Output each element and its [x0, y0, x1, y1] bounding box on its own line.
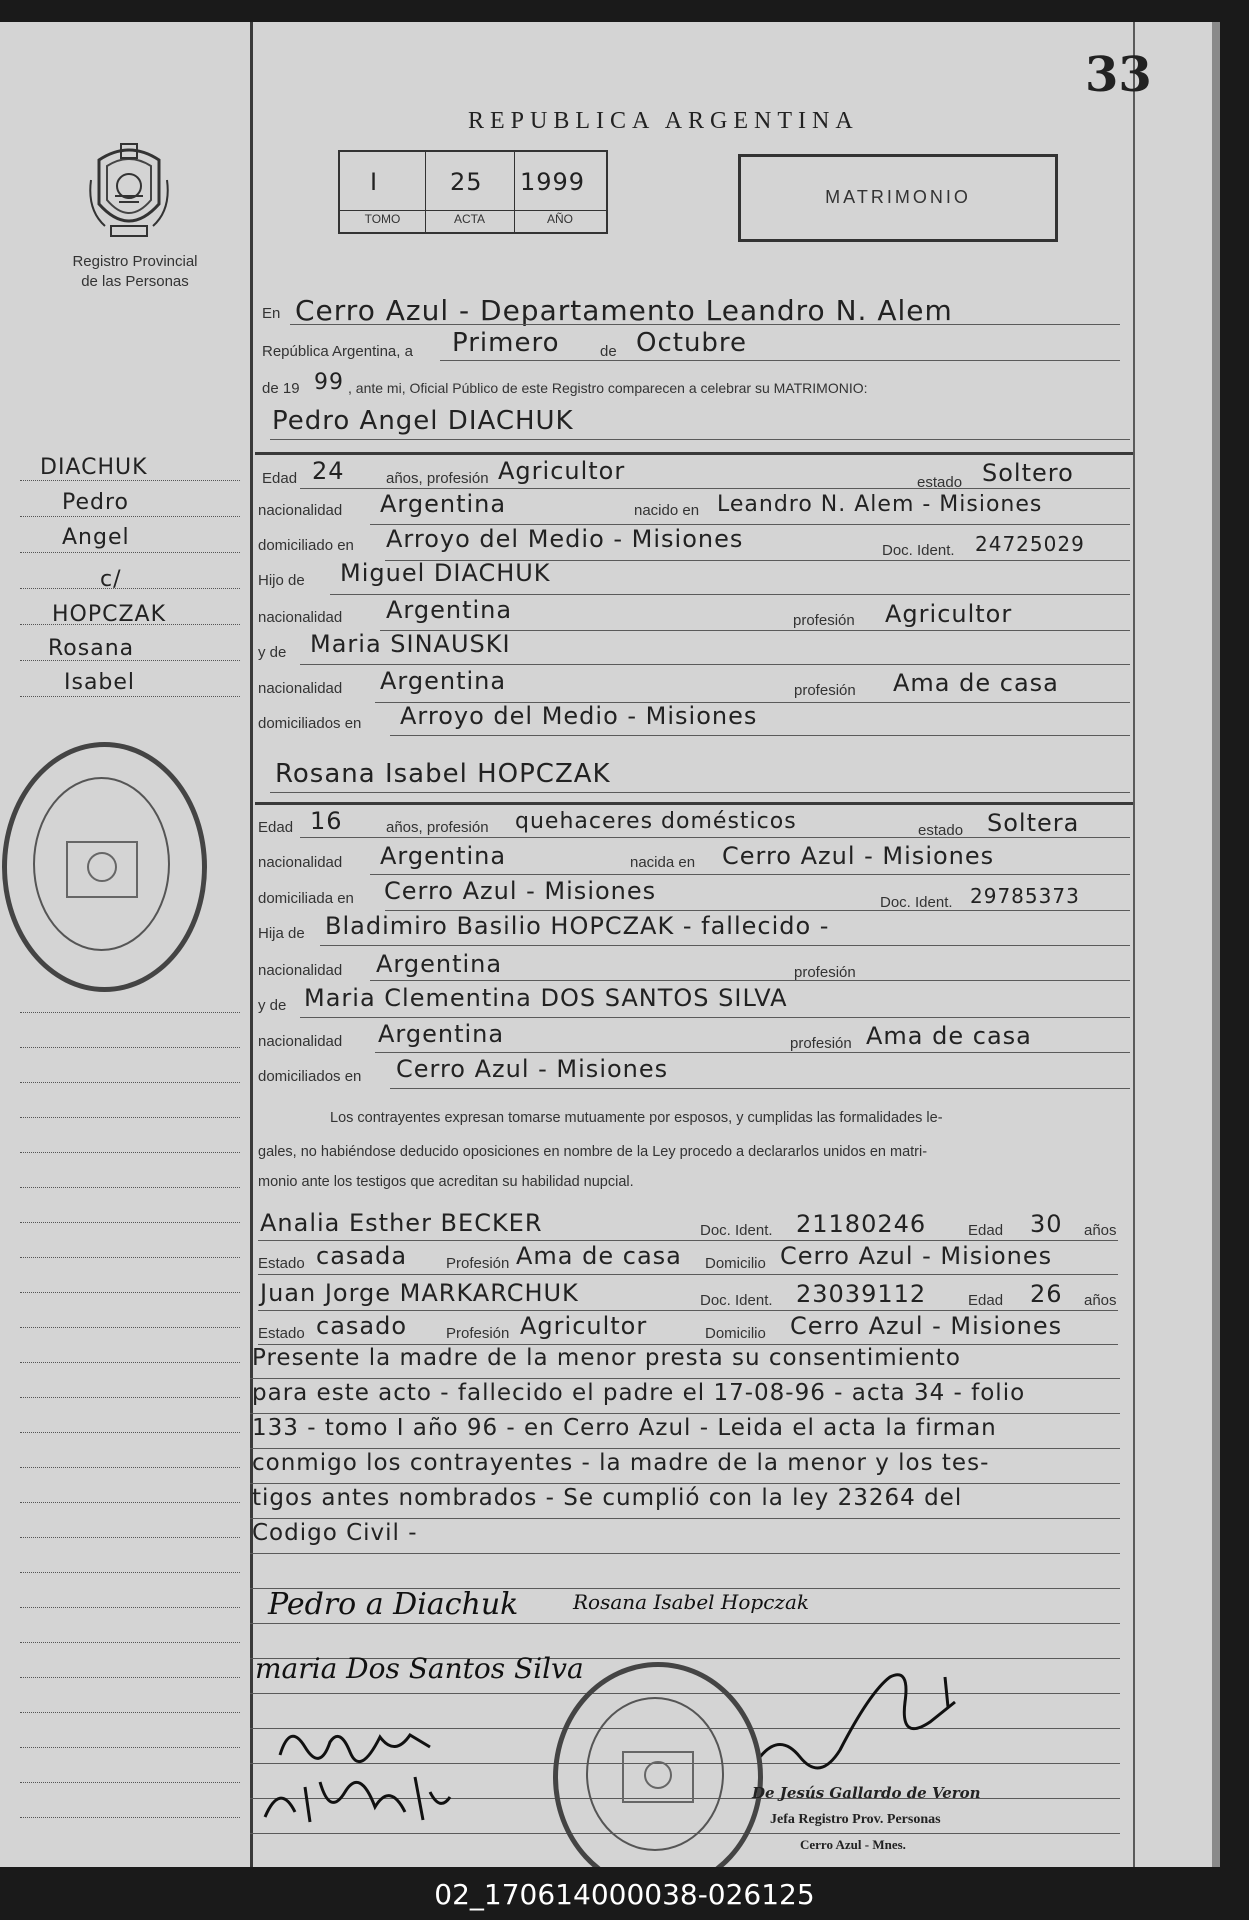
bride-nacida-label: nacida en [630, 854, 696, 871]
footer-image-id: 02_170614000038-026125 [434, 1878, 815, 1911]
groom-domiciliado-label: domiciliado en [258, 537, 354, 554]
mother-signature: maria Dos Santos Silva [255, 1652, 584, 1685]
bride-estado-label: estado [918, 822, 964, 839]
groom-father: Miguel DIACHUK [340, 559, 551, 587]
year-digits: 99 [314, 370, 344, 395]
en-label: En [262, 305, 281, 322]
bride-father-profesion-label: profesión [794, 964, 856, 981]
margin-name-angel: Angel [62, 525, 130, 550]
bride-padres-domicilio-label: domiciliados en [258, 1068, 362, 1085]
witness-1-doc: 21180246 [796, 1210, 927, 1238]
bride-domiciliada-label: domiciliada en [258, 890, 354, 907]
bride-mother-nacionalidad: Argentina [378, 1020, 505, 1048]
republica-label: República Argentina, a [262, 343, 413, 360]
observation-line-4: conmigo los contrayentes - la madre de la menor y los tes- [252, 1450, 990, 1476]
witness-1-doc-label: Doc. Ident. [700, 1222, 773, 1239]
register-page [0, 22, 1220, 1867]
registry-name: Registro Provincial de las Personas [72, 253, 198, 290]
groom-nacido-en: Leandro N. Alem - Misiones [717, 492, 1043, 517]
witness-2-estado-label: Estado [258, 1325, 305, 1342]
groom-father-nacionalidad-label: nacionalidad [258, 609, 343, 626]
act-number-box [338, 150, 608, 234]
bride-estado: Soltera [987, 809, 1080, 837]
margin-name-isabel: Isabel [64, 670, 136, 695]
margin-surname-bride: HOPCZAK [52, 602, 167, 627]
groom-nacionalidad-label: nacionalidad [258, 502, 343, 519]
official-signature-scribble [740, 1662, 970, 1782]
witness-2-profesion: Agricultor [520, 1312, 648, 1340]
groom-mother-profesion-label: profesión [794, 682, 856, 699]
margin-name-pedro: Pedro [62, 490, 130, 515]
bride-padres-domicilio: Cerro Azul - Misiones [396, 1055, 669, 1083]
bride-father-nacionalidad: Argentina [376, 950, 503, 978]
official-title: Jefa Registro Prov. Personas [770, 1812, 941, 1827]
place-value: Cerro Azul - Departamento Leandro N. Alem [295, 294, 953, 327]
witness-2-edad: 26 [1030, 1280, 1063, 1308]
bride-domicilio: Cerro Azul - Misiones [384, 877, 657, 905]
groom-nacido-label: nacido en [634, 502, 700, 519]
groom-signature: Pedro a Diachuk [268, 1587, 519, 1622]
witness-1-profesion-label: Profesión [446, 1255, 510, 1272]
witness-1-profesion: Ama de casa [516, 1242, 682, 1270]
groom-mother-profesion: Ama de casa [893, 669, 1059, 697]
groom-doc-label: Doc. Ident. [882, 542, 955, 559]
acta-label: ACTA [453, 212, 486, 226]
document-type-box [738, 154, 1058, 242]
observation-line-6: Codigo Civil - [252, 1520, 418, 1546]
witness-2-doc: 23039112 [796, 1280, 927, 1308]
groom-padres-domicilio-label: domiciliados en [258, 715, 362, 732]
witness-1-signature-scribble [270, 1717, 450, 1767]
groom-padres-domicilio: Arroyo del Medio - Misiones [400, 702, 758, 730]
groom-edad-label: Edad [262, 470, 298, 487]
witness-2-name: Juan Jorge MARKARCHUK [260, 1279, 579, 1307]
witness-2-signature-scribble [255, 1772, 455, 1832]
witness-2-domicilio: Cerro Azul - Misiones [790, 1312, 1063, 1340]
registry-stamp-bottom [553, 1662, 763, 1867]
official-place: Cerro Azul - Mnes. [800, 1837, 906, 1852]
registry-stamp-left [2, 742, 207, 992]
witness-2-profesion-label: Profesión [446, 1325, 510, 1342]
day-value: Primero [452, 328, 560, 358]
witness-1-estado-label: Estado [258, 1255, 305, 1272]
bride-edad-label: Edad [258, 819, 294, 836]
witness-1-domicilio: Cerro Azul - Misiones [780, 1242, 1053, 1270]
groom-father-profesion-label: profesión [793, 612, 855, 629]
witness-1-name: Analia Esther BECKER [260, 1209, 543, 1237]
bride-signature: Rosana Isabel Hopczak [573, 1590, 809, 1614]
province-coat-of-arms-icon [85, 140, 173, 242]
witness-1-anos-label: años [1084, 1222, 1117, 1239]
observation-line-2: para este acto - fallecido el padre el 17-08-96 - acta 34 - folio [252, 1380, 1026, 1406]
observation-line-1: Presente la madre de la menor presta su consentimiento [252, 1345, 961, 1371]
bride-mother: Maria Clementina DOS SANTOS SILVA [304, 984, 788, 1012]
groom-mother-nacionalidad: Argentina [380, 667, 507, 695]
ano-value: 1999 [520, 168, 586, 196]
bride-father: Bladimiro Basilio HOPCZAK - fallecido - [325, 912, 830, 940]
legal-text-line-1: Los contrayentes expresan tomarse mutuamente por esposos, y cumplidas las formalidades le- [330, 1110, 943, 1126]
bride-edad: 16 [310, 807, 343, 835]
tomo-value: I [370, 168, 379, 196]
witness-2-edad-label: Edad [968, 1292, 1004, 1309]
groom-mother-nacionalidad-label: nacionalidad [258, 680, 343, 697]
observation-line-3: 133 - tomo I año 96 - en Cerro Azul - Leida el acta la firman [252, 1415, 997, 1441]
bride-nacionalidad-label: nacionalidad [258, 854, 343, 871]
observation-line-5: tigos antes nombrados - Se cumplió con la ley 23264 del [252, 1485, 963, 1511]
bride-profesion-label: años, profesión [386, 819, 489, 836]
witness-2-domicilio-label: Domicilio [705, 1325, 766, 1342]
groom-estado-label: estado [917, 474, 963, 491]
official-name: De Jesús Gallardo de Veron [752, 1784, 981, 1802]
bride-doc: 29785373 [970, 884, 1080, 908]
bride-mother-profesion-label: profesión [790, 1035, 852, 1052]
groom-nacionalidad: Argentina [380, 490, 507, 518]
groom-hijo-label: Hijo de [258, 572, 305, 589]
witness-2-estado: casado [316, 1312, 408, 1340]
legal-text-line-2: gales, no habiéndose deducido oposiciones en nombre de la Ley procedo a declararlos unidos en matri- [258, 1144, 928, 1160]
de-label: de [600, 343, 617, 360]
groom-mother: Maria SINAUSKI [310, 630, 511, 658]
groom-doc: 24725029 [975, 532, 1085, 556]
witness-1-edad-label: Edad [968, 1222, 1004, 1239]
page-number: 33 [1085, 47, 1152, 103]
groom-profesion: Agricultor [498, 457, 626, 485]
groom-domicilio: Arroyo del Medio - Misiones [386, 525, 744, 553]
country-heading: REPUBLICA ARGENTINA [468, 108, 859, 134]
month-value: Octubre [636, 328, 748, 358]
groom-estado: Soltero [982, 459, 1074, 487]
witness-1-estado: casada [316, 1242, 408, 1270]
groom-father-nacionalidad: Argentina [386, 596, 513, 624]
witness-1-domicilio-label: Domicilio [705, 1255, 766, 1272]
document-type: MATRIMONIO [825, 187, 971, 207]
margin-surname-groom: DIACHUK [40, 455, 148, 480]
margin-conjunction: c/ [100, 567, 122, 592]
bride-name: Rosana Isabel HOPCZAK [275, 759, 611, 789]
groom-father-profesion: Agricultor [885, 600, 1013, 628]
bride-doc-label: Doc. Ident. [880, 894, 953, 911]
witness-2-anos-label: años [1084, 1292, 1117, 1309]
appearance-statement: , ante mi, Oficial Público de este Registro comparecen a celebrar su MATRIMONIO: [348, 380, 868, 396]
witness-2-doc-label: Doc. Ident. [700, 1292, 773, 1309]
bride-mother-profesion: Ama de casa [866, 1022, 1032, 1050]
legal-text-line-3: monio ante los testigos que acreditan su habilidad nupcial. [258, 1174, 634, 1190]
bride-mother-nacionalidad-label: nacionalidad [258, 1033, 343, 1050]
groom-name: Pedro Angel DIACHUK [272, 406, 574, 436]
ano-label: AÑO [546, 212, 573, 226]
groom-profesion-label: años, profesión [386, 470, 489, 487]
bride-profesion: quehaceres domésticos [515, 809, 797, 834]
bride-father-nacionalidad-label: nacionalidad [258, 962, 343, 979]
margin-column [0, 22, 253, 1867]
tomo-label: TOMO [364, 212, 401, 226]
bride-nacida-en: Cerro Azul - Misiones [722, 842, 995, 870]
bride-yde-label: y de [258, 997, 287, 1014]
margin-name-rosana: Rosana [48, 636, 135, 661]
groom-edad: 24 [312, 457, 345, 485]
year-label: de 19 [262, 380, 300, 397]
bride-nacionalidad: Argentina [380, 842, 507, 870]
acta-value: 25 [450, 168, 483, 196]
bride-hija-label: Hija de [258, 925, 305, 942]
groom-yde-label: y de [258, 644, 287, 661]
witness-1-edad: 30 [1030, 1210, 1063, 1238]
